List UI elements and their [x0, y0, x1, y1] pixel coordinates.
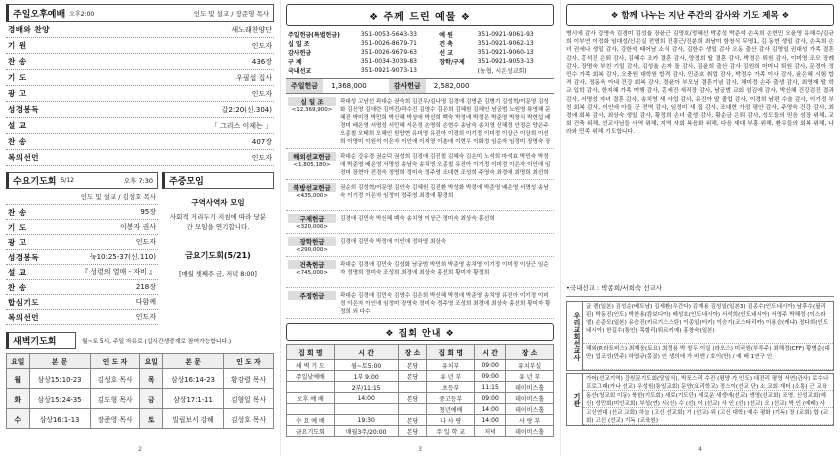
offering-accounts-table [286, 30, 554, 75]
order-label: 복의선언 [8, 153, 39, 162]
table-cell: 황강렬 목사 [224, 369, 274, 389]
account-row [286, 30, 554, 39]
organization-row: 동산(청교회 이동) 북한(기도회) 새로(기도단) 새로운 새생애(선교) 생영(선교회) 조영, 신성교회(예신) 성민회(미인교회) 부성(연) 시(신) 수 (선) 이 (선교) 사 인 (선) (선교) 오 (선교) 박 인 (예배) 사 [583, 391, 833, 408]
table-header-cell: 인 도 자 [90, 354, 140, 369]
offering-section-label-box [286, 259, 338, 285]
table-cell: 김성호 목사 [224, 409, 274, 429]
wed-service-time: 오후 7:30 [123, 177, 153, 185]
page-3-column [280, 0, 560, 456]
table-cell [398, 404, 427, 415]
table-cell: 주일낮예배 [287, 371, 335, 382]
offering-sections [286, 94, 554, 319]
page-number: 4 [698, 446, 702, 453]
offering-section-amount: <12,369,900> [291, 107, 333, 113]
order-row [6, 70, 274, 86]
wed-service [6, 172, 158, 325]
table-row [287, 426, 554, 437]
organization-row: 고신연대 (선교 교회) 하늘 (고신 선교회) 기 (선교) 위 (고신 대학) 예수 평화 (기독) 장 (교회) 합 (교회) 고신 (선교) 기독 (교육원) [583, 408, 833, 425]
wed-service-order [6, 205, 158, 325]
meetings-title: ❖ 집회 안내 ❖ [286, 323, 554, 341]
order-value: 218장 [135, 283, 156, 291]
table-cell: 삼상15:10-23 [29, 369, 90, 389]
offering-section-amount: <745,000> [296, 270, 328, 276]
missionaries-block [566, 301, 834, 371]
table-cell [398, 382, 427, 393]
pm-worship-title: 주일오후예배 [13, 9, 66, 20]
meetings-table [286, 344, 554, 437]
table-cell: 본당 [398, 426, 427, 437]
table-cell: 저녁 [474, 426, 505, 437]
missionary-row: 글 렌(일본) 김성순(베트남) 김세환(우간다) 김재용 김성일(일본3) 김종수(인도네시아) 남후수(필리핀) 박동진(인도) 박찬용(캄보디아) 배성호(인도네시아) 서석희(인도네시아) 서영주 박혜정 (이스라엘) 손준모(일본) 유승진(키르기스스탄) 이종일(터키) 이승기(코스타리카) 이용승(케냐) 정다희(인도네시아) 한길수(통인) 목할리(튀르키예) 홍창숙(일본) [583, 302, 833, 344]
dawn-prayer-title-box [6, 332, 76, 349]
table-cell: 11:15 [474, 382, 505, 393]
order-row [6, 54, 274, 70]
table-header-cell: 본 문 [163, 354, 224, 369]
order-label: 기 원 [8, 41, 27, 50]
account-row [286, 39, 554, 48]
offering-section-names: 곽대성 고남선 곽대순 권숙희 김건우/김나영 김경애 김명준 김병기 김성혁/이문영 김성화 김신영 김애란 김여진/곽수진 김영수 김은희 김혜원 김혜인 남궁범 노원영 류영혜 문혜진 박미경 박민희 박신혜 박상애 박선희 백숙 박정애 박정은 박준영 박창식 박현섭 배경미 배은영 서명성 서민혜 서은정 손명희 손현수 송남숙 송치영 신혜정 안정순 양은주 오종철 오태희 오혜인 원양현 유미영 유진아 이경희 이기정 이미정 이상근 이상희 이선희 이영미 이원석 이은자 이인애 이지영 이춘애 이현우 이화정 임순자 임정미 장명숙 장 [340, 99, 551, 145]
order-row [6, 220, 158, 235]
wed-service-header [6, 172, 158, 189]
order-value: 407장 [251, 137, 272, 146]
order-label: 기 도 [8, 222, 27, 232]
order-label: 찬 송 [8, 282, 27, 292]
account-cell: 감사헌금 [288, 50, 312, 57]
offering-section-label-box [286, 96, 338, 146]
order-row [6, 310, 158, 325]
table-header-cell: 시 간 [474, 345, 505, 360]
account-cell: 351-0053-5643-33 [360, 31, 417, 38]
wed-weekday-section [6, 172, 274, 325]
offering-section-label: 구제헌금 [288, 214, 336, 223]
table-cell: 청년예배 [427, 404, 475, 415]
pm-worship-header [6, 4, 274, 22]
order-value: 다함께 [135, 298, 156, 306]
table-row [287, 371, 554, 382]
order-row [6, 280, 158, 295]
organizations-list [583, 374, 833, 425]
table-cell: 새 벽 기 도 [287, 360, 335, 371]
meetings-table-body [287, 360, 554, 437]
meetings-table-header [287, 345, 554, 360]
table-row [7, 389, 274, 409]
order-value: 436장 [251, 57, 272, 66]
offering-section-label-box [286, 213, 338, 231]
table-header-cell: 집 회 명 [427, 345, 475, 360]
account-cell: 351-0921-9073-13 [360, 67, 417, 74]
order-row [6, 134, 274, 150]
account-cell: 선 교 [439, 50, 453, 57]
table-cell: 월 [7, 369, 30, 389]
account-cell: 351-0921-9060-13 [477, 49, 534, 56]
account-cell: 351-0026-9679-63 [360, 49, 417, 56]
table-cell: 월~토5:00 [334, 360, 398, 371]
offering-section [286, 180, 554, 211]
order-value: 95장 [140, 208, 156, 216]
account-cell: 구 제 [288, 59, 302, 66]
table-cell: 목 [140, 369, 163, 389]
account-cell: 351-0921-9062-13 [477, 40, 534, 47]
order-label: 합심기도 [8, 297, 39, 307]
table-cell: 본당 [398, 360, 427, 371]
dawn-prayer-title: 새벽기도회 [13, 336, 57, 347]
order-label: 성경봉독 [8, 252, 39, 262]
account-cell: 351-0921-9053-13 [477, 58, 534, 65]
order-value: 눅10:25-37(신.110) [89, 253, 156, 261]
table-cell: 오후 예 배 [287, 393, 335, 404]
order-value: 인도자 [251, 153, 272, 162]
order-value: 「 그리스 이제는 」 [210, 121, 272, 130]
table-cell: 삼상15:24-35 [29, 389, 90, 409]
table-cell: 금 [140, 389, 163, 409]
thanks-prayer-list: 병시에 감사 강명숙 김경미 김성율 장윤근 김영호/정혜선 박종성 박준석 손옥희 손현민 오윤영 유해수/김규희 이부연 이정화 임대성/신은실 전명희 진흥근/진분희 최남미 함창식 무명1, 김 동현 생일 감사, 손옥희 손녀 권세나 생일 감사, 강한석 태어남 소식 감사, 김한수 생일 감사 오동 출산 감사 김영일 권대성 가족 결혼 감사, 홍석진 은퇴 감사, 김혜수 조카 결혼 감사, 양경희 딸 결혼 감사, 박정은 퇴원 감사, 이미영 조모 장례 감사, 장명숙 부친 기일 감사, 김성율 손자 돌 감사, 김윤희 출산 감사 김원희 어머니 퇴원 감사, 문경아 정민수 가족 회복 감사, 오충원 대학원 합격 감사, 민준호 취업 감사, 박정수 가족 이사 감사, 윤은혜 시험 합격 감사, 정동욱 아내 건강 회복 감사, 정윤아 부모님 결혼기념 감사, 채미정 손주 출생 감사, 최영재 딸 학교 입학 감사, 한지혜 가족 여행 감사, 홍세진 새직장 감사, 남궁범 교회 섬김에 감사, 박신혜 건강검진 결과 감사, 서명성 자녀 결혼 감사, 송치영 새 사업 감사, 유진아 딸 졸업 감사, 이경희 남편 수술 감사, 이기정 부친 회복 감사, 이인애 아들 군 전역 감사, 임정미 새 집 감사, 조대현 가정 평안 감사, 주영숙 건강 감사, 최경애 회복 감사, 최상숙 생일 감사, 황정희 손녀 출생 감사, 황순금 은퇴 감사, 성도들의 믿음 성장 위해, 교회 건축 위해, 선교사님들 사역 위해, 지역 사회 복음화 위해, 다음 세대 부흥 위해, 환우들의 회복 위해, 나라와 민족 위해 기도합니다. [566, 31, 834, 136]
table-header-cell: 요일 [7, 354, 30, 369]
sunday-offering-amount: 1,368,000 [331, 82, 367, 90]
sunday-offering-label: 주일헌금 [286, 79, 323, 93]
table-cell: 유치부실 [506, 360, 554, 371]
order-value: 인도자 [135, 313, 156, 321]
offering-section [286, 94, 554, 149]
table-cell: 14:00 [474, 415, 505, 426]
offering-section [286, 211, 554, 234]
offering-section-names: 곽대순 강유경 권순덕 권성희 김경애 김진철 김혜숙 김은미 노석희 마석효 박민숙 박정애 박준영 배은영 서명성 송남숙 송치영 오종철 유진아 이기정 이미정 이은자 이인애 임정미 장현아 전경숙 정명희 정미숙 정주영 조대현 조성희 주영숙 최경애 최명희 최선희 [340, 154, 551, 176]
table-cell: 김도형 목사 [90, 389, 140, 409]
pm-worship-order [6, 22, 274, 166]
table-cell: 19:30 [334, 415, 398, 426]
order-value: 『 성령의 열매 - 자비 』 [81, 268, 156, 276]
order-label: 복의선언 [8, 312, 39, 322]
table-cell: 본당 [398, 415, 427, 426]
order-row [6, 118, 274, 134]
friday-prayer-title: 금요기도회(5/21) [185, 251, 251, 260]
table-cell: 토 [140, 409, 163, 429]
table-cell: 삼상17:1-11 [163, 389, 224, 409]
account-row [286, 66, 554, 75]
offering-section-amount: <290,000> [296, 247, 328, 253]
organizations-block [566, 373, 834, 426]
pm-worship-leader: 인도 및 설교 / 장준영 목사 [193, 9, 269, 18]
order-label: 광 고 [8, 89, 27, 98]
table-cell: 김성호 목사 [90, 369, 140, 389]
table-cell: 빌립보서 강해 [163, 409, 224, 429]
offering-section-label: 장학헌금 [288, 237, 336, 246]
missionaries-list [583, 302, 833, 370]
offering-section-label: 건축헌금 [288, 260, 336, 269]
table-cell [287, 382, 335, 393]
table-cell: 데이비스홀 [506, 426, 554, 437]
table-row [287, 404, 554, 415]
order-label: 성경봉독 [8, 105, 39, 114]
offering-section [286, 234, 554, 257]
order-value: 새노래찬양단 [231, 25, 272, 34]
offering-section [286, 149, 554, 180]
page-number: 2 [138, 446, 142, 453]
table-cell: 유치부 [427, 360, 475, 371]
order-row [6, 265, 158, 280]
dawn-prayer-table-body [7, 369, 274, 429]
account-cell: 주일헌금(특별헌금) [288, 32, 340, 39]
table-cell: 삼상16:1-13 [29, 409, 90, 429]
order-label: 찬 송 [8, 57, 27, 66]
order-value: 이봉자 권사 [119, 223, 156, 231]
account-cell: (농협, 시온성교회) [477, 68, 527, 75]
table-row [7, 369, 274, 389]
order-value: 갈2:20(신.304) [221, 105, 272, 114]
table-cell: 매월3주/20:00 [334, 426, 398, 437]
order-row [6, 150, 274, 166]
order-label: 찬 송 [8, 137, 27, 146]
table-cell: 유 년 부 [506, 371, 554, 382]
thanks-offering-label: 감사헌금 [389, 79, 426, 93]
table-cell: 장준영 목사 [90, 409, 140, 429]
offering-section-names: 권순희 김성혁/이문영 김인숙 김혜원 김진환 박성화 박정애 박준영 배은영 서명성 송남숙 이기정 이은자 임정미 정주영 최경애 황경희 [340, 185, 549, 199]
order-value: 우필섭 집사 [235, 73, 272, 82]
table-cell: 14:00 [474, 404, 505, 415]
offering-section [286, 288, 554, 319]
offering-section-names: 곽대순 김경애 김민숙 김영수 김은희 박신혜 박정애 박준영 송치영 유진아 이기정 이미정 이은자 이인애 임정미 장명숙 정미숙 정주영 조성희 최경애 최상숙 홍선희 황미자 황정희 외 다수 [340, 293, 551, 315]
district-meeting-title: 구역사역자 모임 [191, 198, 245, 207]
table-cell: 사 랑 부 [506, 415, 554, 426]
order-label: 찬 송 [8, 207, 27, 217]
offering-section-label-box [286, 290, 338, 316]
offering-totals-row [286, 78, 554, 94]
offering-section-label: 십 일 조 [288, 97, 336, 106]
order-row [6, 295, 158, 310]
order-row [6, 38, 274, 54]
wed-service-leader-row [6, 189, 158, 205]
dawn-prayer-table [6, 353, 274, 429]
weekday-title: 주중모임 [169, 177, 204, 187]
table-cell: 삼상16:14-23 [163, 369, 224, 389]
table-cell: 유 년 부 [427, 371, 475, 382]
offering-section-label-box [286, 182, 338, 208]
order-row [6, 250, 158, 265]
offering-section-amount: <320,000> [296, 224, 328, 230]
table-cell: 09:00 [474, 393, 505, 404]
order-row [6, 22, 274, 38]
offering-section-label: 주정헌금 [288, 291, 336, 300]
table-cell [287, 404, 335, 415]
table-header-cell: 요일 [140, 354, 163, 369]
order-value: 인도자 [251, 89, 272, 98]
order-label: 경배와 찬양 [8, 25, 50, 34]
table-header-cell: 본 문 [29, 354, 90, 369]
account-cell: 건 축 [439, 41, 453, 48]
table-cell: 09:00 [474, 371, 505, 382]
order-value: 인도자 [135, 238, 156, 246]
table-cell: 수 [7, 409, 30, 429]
offering-section-label: 해외선교헌금 [288, 152, 336, 161]
table-header-cell: 장 소 [398, 345, 427, 360]
table-cell: 중고등부 [427, 393, 475, 404]
account-cell: 351-0921-9061-93 [477, 31, 534, 38]
table-cell: 데이비스홀 [506, 382, 554, 393]
account-cell [437, 66, 475, 75]
order-label: 설 교 [8, 267, 27, 277]
table-cell: 초등부 [427, 382, 475, 393]
account-cell: 국내선교 [288, 68, 312, 75]
offering-section-names: 곽대순 김경애 김민숙 김성화 남궁범 박민희 박준영 송치영 이기정 이미정 이상근 임순자 정명희 정미숙 조성희 최경애 최상숙 홍선희 황미자 황정희 [340, 262, 549, 276]
table-row [7, 409, 274, 429]
offering-section-names: 김경애 김민숙 박신혜 백숙 송치영 이상근 정미숙 최상숙 홍선희 [340, 216, 495, 222]
account-cell: 351-0026-8679-71 [360, 40, 417, 47]
table-row [287, 415, 554, 426]
order-row [6, 102, 274, 118]
thanks-prayer-title: ❖ 함께 나누는 지난 주간의 감사와 기도 제목 ❖ [566, 4, 834, 26]
table-row [287, 360, 554, 371]
table-row [287, 393, 554, 404]
table-cell [334, 404, 398, 415]
weekday-meetings [162, 172, 274, 325]
account-cell: 십 일 조 [288, 41, 310, 48]
table-cell: 주 일 학 교 [427, 426, 475, 437]
order-row [6, 205, 158, 220]
account-cell: 351-0034-3039-83 [360, 58, 417, 65]
offering-section-label-box [286, 236, 338, 254]
offering-section [286, 257, 554, 288]
order-label: 기 도 [8, 73, 27, 82]
account-row [286, 48, 554, 57]
table-cell: 금요기도회 [287, 426, 335, 437]
table-cell: 데이비스홀 [506, 393, 554, 404]
table-header-cell: 장 소 [506, 345, 554, 360]
organizations-label: 기관 [567, 374, 583, 425]
order-row [6, 235, 158, 250]
offering-section-amount: <1,805,180> [293, 162, 331, 168]
page-2-column [0, 0, 280, 456]
pm-worship-time: 오후2:00 [69, 10, 95, 18]
table-cell: 2부/11:15 [334, 382, 398, 393]
wed-service-title: 수요기도회 [13, 177, 57, 187]
table-cell: 09:00 [474, 360, 505, 371]
offering-section-label: 북방선교헌금 [288, 183, 336, 192]
thanks-offering-amount: 2,582,000 [433, 82, 470, 90]
missionary-row: 해외(P.라트비스) 최재웅(토요) 최정용 박 창두 이실 (라오스) 미국원(부투주) 최해정(CFF) 황병순(대만) 업코성(만주) 하엽규(몽골) 인 생의에 가 비엔 / 호이(만) / 예 배 1연구 인 [583, 344, 833, 370]
table-cell: 수 요 예 배 [287, 415, 335, 426]
account-cell: 예 원 [439, 32, 453, 39]
offering-section-names: 김경애 김민숙 박정애 이인애 정하영 최상숙 [340, 239, 447, 245]
table-header-cell: 인 도 자 [224, 354, 274, 369]
organization-row: 가어(선교기역) 강원문기도회(당일식), 박포스리 수진 (평양·가 인도) 대진리 평영 서연(관사) 로수나 프로그래(가나 선교) 우성원(통일교회) 문양(요리학교) 정스이(선교 단) 소 교회 재터 (소통) 근 교육 [583, 374, 833, 391]
page-number: 3 [418, 446, 422, 453]
table-cell: 14:00 [334, 393, 398, 404]
order-label: 광 고 [8, 237, 27, 247]
dawn-prayer-table-header [7, 354, 274, 369]
table-cell: 본당 [398, 371, 427, 382]
table-cell: 1부 9:00 [334, 371, 398, 382]
table-cell: 김형일 목사 [224, 389, 274, 409]
offering-section-amount: <435,000> [296, 193, 328, 199]
friday-prayer-text: [매월 셋째주 금, 저녁 8:00] [179, 271, 257, 278]
wed-service-leader: 인도 및 설교 / 김성호 목사 [80, 193, 156, 201]
account-cell: 장학/구제 [439, 59, 465, 66]
offering-title: ❖ 주께 드린 예물 ❖ [286, 4, 554, 26]
wed-service-date: 5/12 [60, 177, 74, 184]
district-meeting-text: 사회적 거리두기 지침에 따라 당분간 모임을 연기합니다. [169, 213, 267, 231]
dawn-prayer-section [6, 331, 274, 429]
account-row [286, 57, 554, 66]
page-4-column [560, 0, 840, 456]
order-value: 인도자 [251, 41, 272, 50]
table-header-cell: 시 간 [334, 345, 398, 360]
dawn-prayer-subtitle: 월~토 5시, 주일 자유로 (십시간생중계로 참여가능합니다.) [82, 338, 232, 345]
table-row [287, 382, 554, 393]
table-cell: 화 [7, 389, 30, 409]
table-cell: 본당 [398, 393, 427, 404]
order-row [6, 86, 274, 102]
weekday-header [162, 172, 274, 189]
missionaries-label: 우리교회선교사 [567, 302, 583, 370]
table-header-cell: 집 회 명 [287, 345, 335, 360]
domestic-mission-line: •국내선교 : 박종희/서희숙 선교사 [566, 283, 834, 297]
table-cell: 데이비스홀 [506, 404, 554, 415]
offering-section-label-box [286, 151, 338, 177]
table-cell: 나 사 랑 [427, 415, 475, 426]
dawn-prayer-header [6, 331, 274, 349]
order-label: 설 교 [8, 121, 27, 130]
